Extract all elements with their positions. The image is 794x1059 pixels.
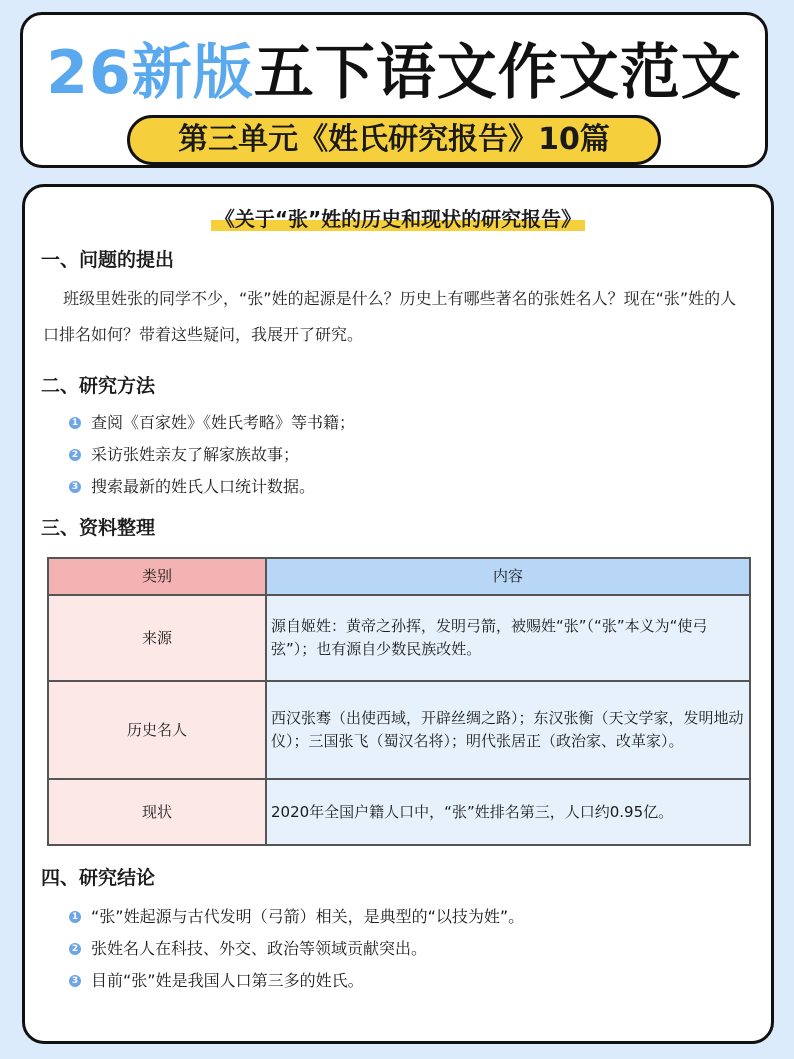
method-item-2	[69, 443, 299, 467]
method-item-3	[69, 475, 315, 499]
section-1-paragraph: 班级里姓张的同学不少，“张”姓的起源是什么？历史上有哪些著名的张姓名人？现在“张”姓的人口排名如何？带着这些疑问，我展开了研究。	[43, 289, 737, 344]
table-row	[48, 681, 750, 779]
section-heading-4: 四、研究结论	[41, 867, 156, 889]
main-title	[23, 37, 765, 109]
header-card	[20, 12, 768, 168]
subtitle-pill: 第三单元《姓氏研究报告》10篇	[127, 115, 661, 165]
conclusion-item-3-text: 目前“张”姓是我国人口第三多的姓氏。	[91, 971, 364, 990]
number-2-icon: 2	[69, 449, 81, 461]
method-item-3-text: 搜索最新的姓氏人口统计数据。	[91, 477, 316, 496]
table-header-row	[48, 558, 750, 595]
report-title	[25, 205, 771, 233]
content-card	[22, 184, 774, 1044]
number-3-icon: 3	[69, 481, 81, 493]
conclusion-item-2	[69, 937, 427, 961]
method-item-1	[69, 411, 355, 435]
main-title-accent: 26新版	[46, 38, 254, 108]
number-1-icon: 1	[69, 417, 81, 429]
table-header-category: 类别	[48, 558, 266, 595]
table-cell-content: 2020年全国户籍人口中，“张”姓排名第三，人口约0.95亿。	[266, 779, 750, 845]
section-heading-1: 一、问题的提出	[41, 249, 175, 271]
table-cell-category: 来源	[48, 595, 266, 681]
method-item-2-text: 采访张姓亲友了解家族故事；	[91, 445, 300, 464]
conclusion-item-3	[69, 969, 364, 993]
table-header-content: 内容	[266, 558, 750, 595]
conclusion-item-1-text: “张”姓起源与古代发明（弓箭）相关，是典型的“以技为姓”。	[91, 907, 525, 926]
report-title-text: 《关于“张”姓的历史和现状的研究报告》	[211, 207, 585, 231]
method-item-1-text: 查阅《百家姓》《姓氏考略》等书籍；	[91, 413, 356, 432]
table-cell-content: 西汉张骞（出使西域，开辟丝绸之路）；东汉张衡（天文学家，发明地动仪）；三国张飞（蜀汉名将）；明代张居正（政治家、改革家）。	[266, 681, 750, 779]
conclusion-item-2-text: 张姓名人在科技、外交、政治等领域贡献突出。	[91, 939, 428, 958]
data-table	[47, 557, 751, 846]
main-title-rest: 五下语文作文范文	[253, 38, 742, 108]
conclusion-item-1	[69, 905, 524, 929]
table-row	[48, 595, 750, 681]
table-cell-category: 现状	[48, 779, 266, 845]
table-cell-category: 历史名人	[48, 681, 266, 779]
section-heading-3: 三、资料整理	[41, 517, 156, 539]
number-2-icon: 2	[69, 943, 81, 955]
number-3-icon: 3	[69, 975, 81, 987]
number-1-icon: 1	[69, 911, 81, 923]
section-heading-2: 二、研究方法	[41, 375, 156, 397]
table-row	[48, 779, 750, 845]
table-cell-content: 源自姬姓：黄帝之孙挥，发明弓箭，被赐姓“张”（“张”本义为“使弓弦”）；也有源自少数民族改姓。	[266, 595, 750, 681]
